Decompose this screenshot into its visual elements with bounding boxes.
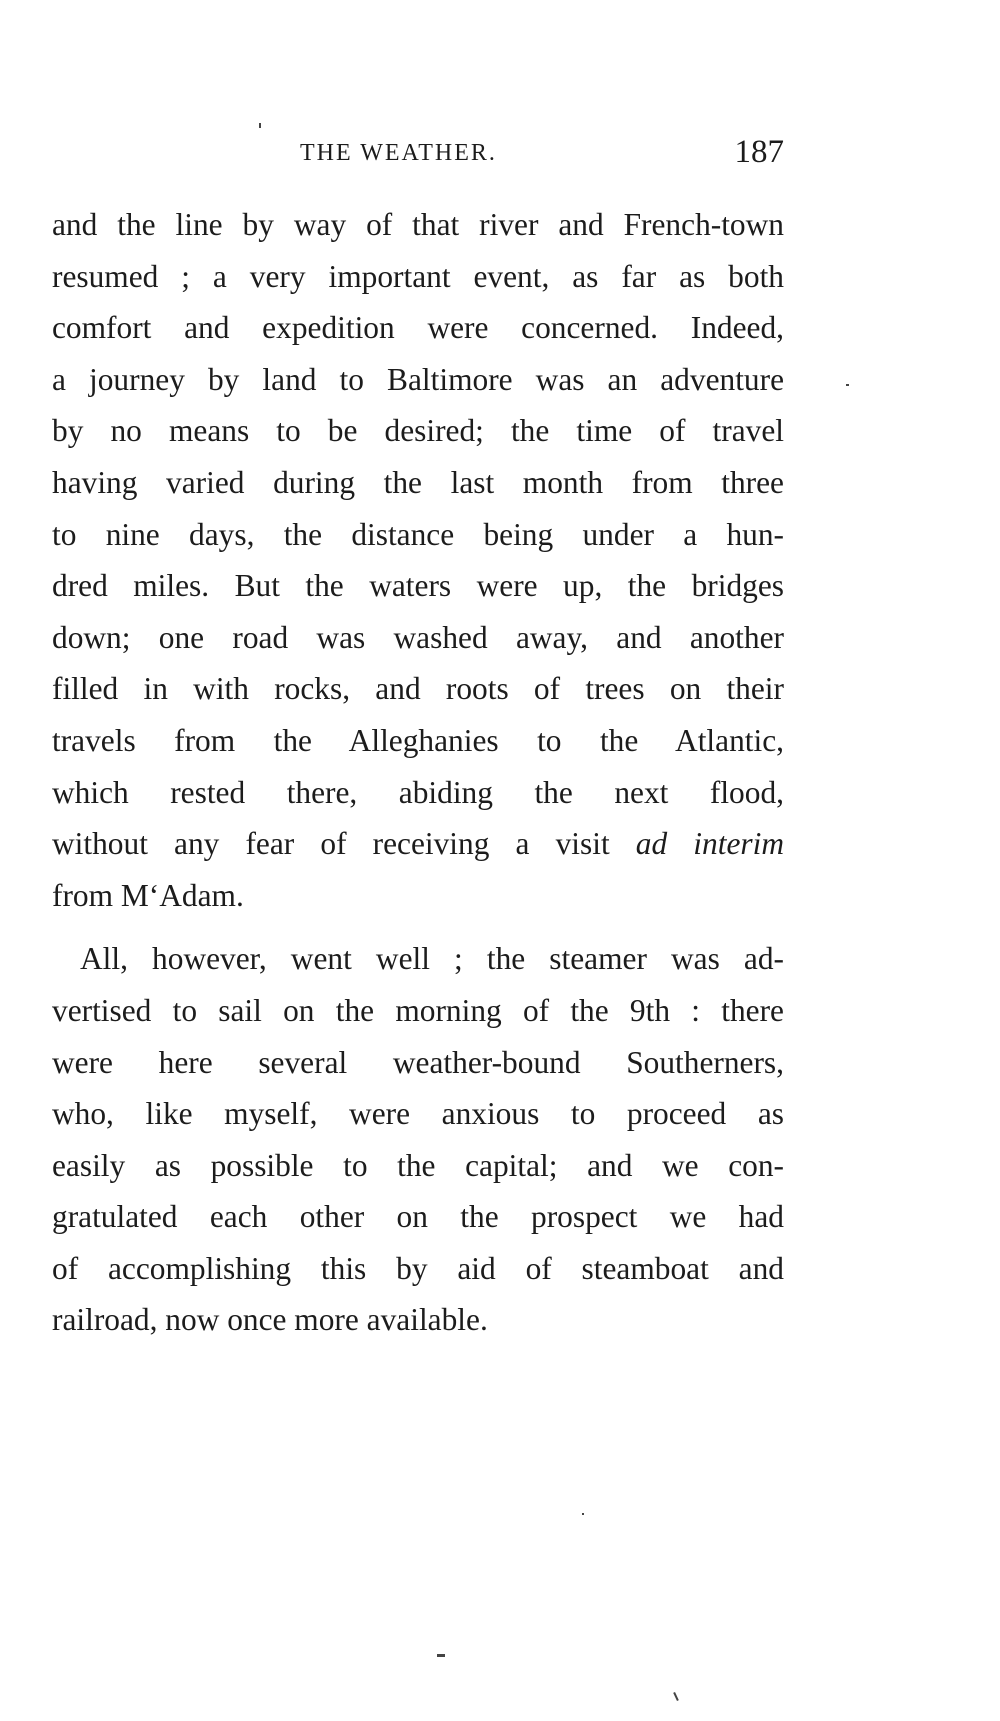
- text-line: dred miles. But the waters were up, the bridges: [52, 568, 784, 604]
- body-text: [52, 199, 784, 1346]
- text-line: gratulated each other on the prospect we had: [52, 1199, 784, 1235]
- text-line: filled in with rocks, and roots of trees on their: [52, 671, 784, 707]
- text-line: which rested there, abiding the next flood,: [52, 774, 784, 810]
- scan-speck: [673, 1692, 679, 1701]
- text-line: comfort and expedition were concerned. Indeed,: [52, 310, 784, 346]
- text-line: a journey by land to Baltimore was an adventure: [52, 361, 784, 397]
- text-line: were here several weather-bound Southerners,: [52, 1044, 784, 1080]
- text-line: from M‘Adam.: [52, 877, 244, 913]
- text-line: All, however, went well ; the steamer was ad-: [80, 941, 784, 977]
- page-number: 187: [734, 134, 784, 170]
- running-title: THE WEATHER.: [300, 140, 497, 166]
- paragraph-gap: [52, 921, 784, 933]
- text-line: resumed ; a very important event, as far as both: [52, 258, 784, 294]
- text-line: of accomplishing this by aid of steamboat and: [52, 1250, 784, 1286]
- text-line: vertised to sail on the morning of the 9th : there: [52, 992, 784, 1028]
- text-line: having varied during the last month from three: [52, 464, 784, 500]
- text-line: down; one road was washed away, and another: [52, 619, 784, 655]
- text-line: easily as possible to the capital; and we con-: [52, 1147, 784, 1183]
- text-line: and the line by way of that river and French-town: [52, 207, 784, 242]
- text-line: to nine days, the distance being under a hun-: [52, 516, 784, 552]
- text-line: who, like myself, were anxious to proceed as: [52, 1096, 784, 1132]
- text-line-part: without any fear of receiving a visit: [52, 826, 610, 862]
- scan-speck: [846, 384, 849, 386]
- paragraph-2: [52, 933, 784, 1346]
- scan-speck: [437, 1654, 445, 1657]
- text-line: by no means to be desired; the time of travel: [52, 413, 784, 449]
- text-line: railroad, now once more available.: [52, 1302, 488, 1338]
- paragraph-1: [52, 199, 784, 921]
- running-head: [52, 134, 784, 174]
- scan-speck: [259, 123, 261, 128]
- italic-phrase: ad interim: [635, 826, 784, 862]
- text-line-with-italic: [52, 818, 784, 870]
- scan-speck: [582, 1513, 584, 1515]
- text-line: travels from the Alleghanies to the Atlantic,: [52, 722, 784, 758]
